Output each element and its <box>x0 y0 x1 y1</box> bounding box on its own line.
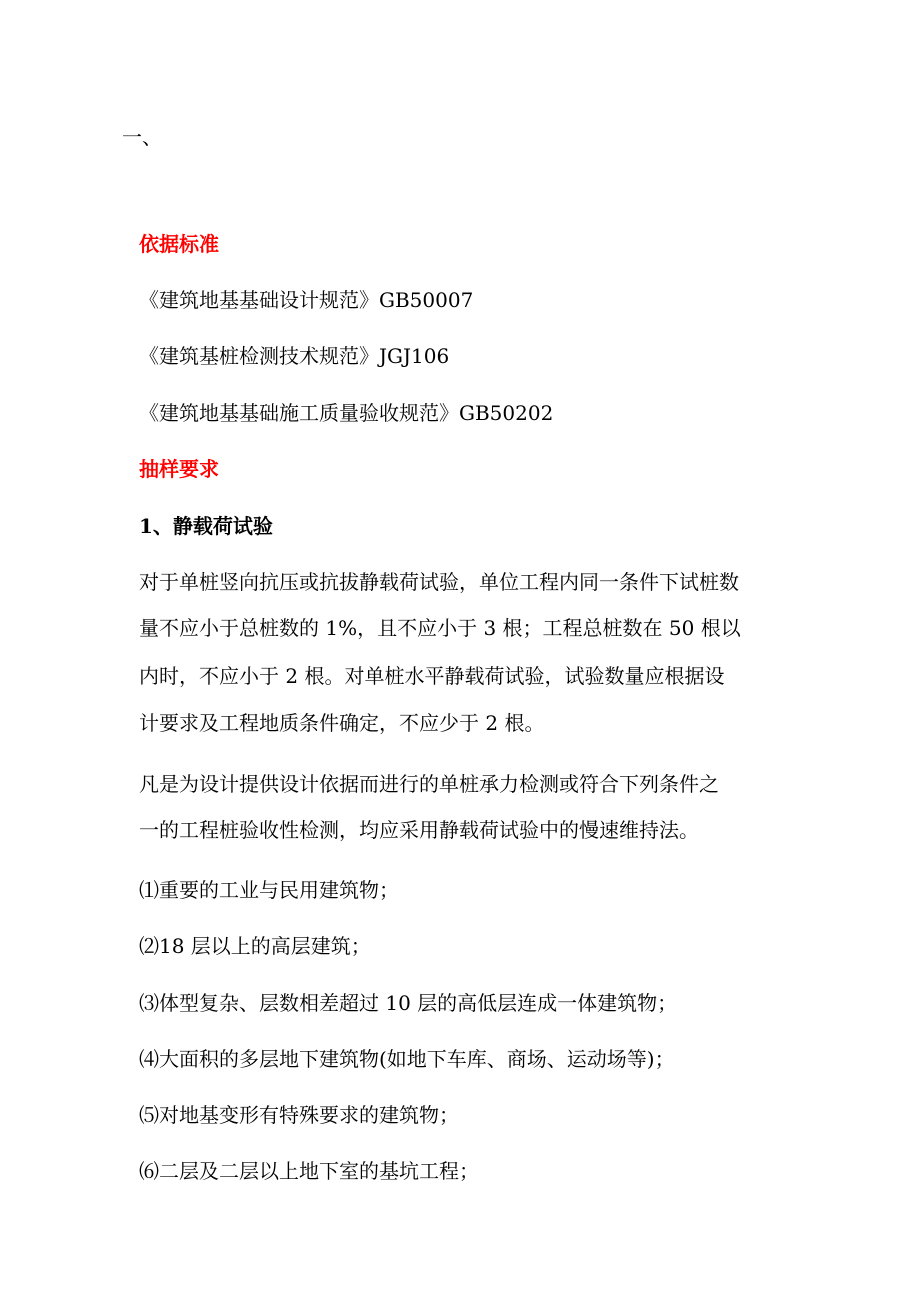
paragraph-line: 对于单桩竖向抗压或抗拔静载荷试验，单位工程内同一条件下试桩数 <box>139 570 739 594</box>
paragraph-line: 量不应小于总桩数的 1%，且不应小于 3 根；工程总桩数在 50 根以 <box>139 616 741 640</box>
condition-item: ⑹二层及二层以上地下室的基坑工程； <box>139 1159 479 1183</box>
sampling-heading: 抽样要求 <box>139 457 219 481</box>
basis-heading: 依据标准 <box>139 232 219 256</box>
paragraph-line: 凡是为设计提供设计依据而进行的单桩承力检测或符合下列条件之 <box>139 772 719 796</box>
paragraph-line: 一的工程桩验收性检测，均应采用静载荷试验中的慢速维持法。 <box>139 818 699 842</box>
condition-item: ⑸对地基变形有特殊要求的建筑物； <box>139 1103 459 1127</box>
standard-item: 《建筑地基基础设计规范》GB50007 <box>139 288 474 312</box>
section-number: 一、 <box>122 125 162 149</box>
paragraph-line: 内时，不应小于 2 根。对单桩水平静载荷试验，试验数量应根据设 <box>139 664 725 688</box>
standard-item: 《建筑基桩检测技术规范》JGJ106 <box>139 344 450 368</box>
static-load-test-subheading: 1、静载荷试验 <box>139 514 273 538</box>
condition-item: ⑴重要的工业与民用建筑物； <box>139 878 399 902</box>
standard-item: 《建筑地基基础施工质量验收规范》GB50202 <box>139 401 554 425</box>
condition-item: ⑷大面积的多层地下建筑物(如地下车库、商场、运动场等)； <box>139 1047 675 1071</box>
condition-item: ⑵18 层以上的高层建筑； <box>139 934 371 958</box>
paragraph-line: 计要求及工程地质条件确定，不应少于 2 根。 <box>139 711 545 735</box>
condition-item: ⑶体型复杂、层数相差超过 10 层的高低层连成一体建筑物； <box>139 991 678 1015</box>
